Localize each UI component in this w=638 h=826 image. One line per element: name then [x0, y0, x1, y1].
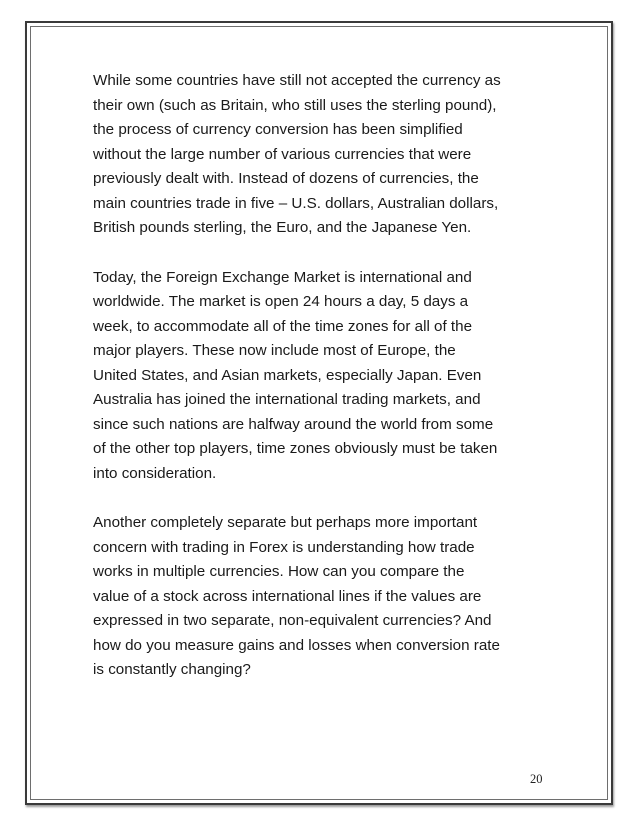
- page-number: 20: [530, 772, 543, 786]
- paragraph-foreign-exchange-market: Today, the Foreign Exchange Market is international and worldwide. The market is open 24 hours a day, 5 days a week, to accommodate all of the time zones for all of the major players. These now include most of Europe, the United States, and Asian markets, especially Japan. Even Australia has joined the international trading markets, and since such nations are halfway around the world from some of the other top players, time zones obviously must be taken into consideration.: [93, 268, 498, 482]
- paragraph-currency-conversion: While some countries have still not accepted the currency as their own (such as Britain, who still uses the sterling pound), the process of currency conversion has been simplified without the large number of various currencies that were previously dealt with. Instead of dozens of currencies, the main countries trade in five – U.S. dollars, Australian dollars, British pounds sterling, the Euro, and the Japanese Yen.: [93, 72, 501, 236]
- paragraph-multiple-currencies: Another completely separate but perhaps more important concern with trading in Forex is understanding how trade works in multiple currencies. How can you compare the value of a stock across international lines if the values are expressed in two separate, non-equivalent currencies? And how do you measure gains and losses when conversion rate is constantly changing?: [93, 514, 500, 678]
- page-body: [93, 69, 563, 708]
